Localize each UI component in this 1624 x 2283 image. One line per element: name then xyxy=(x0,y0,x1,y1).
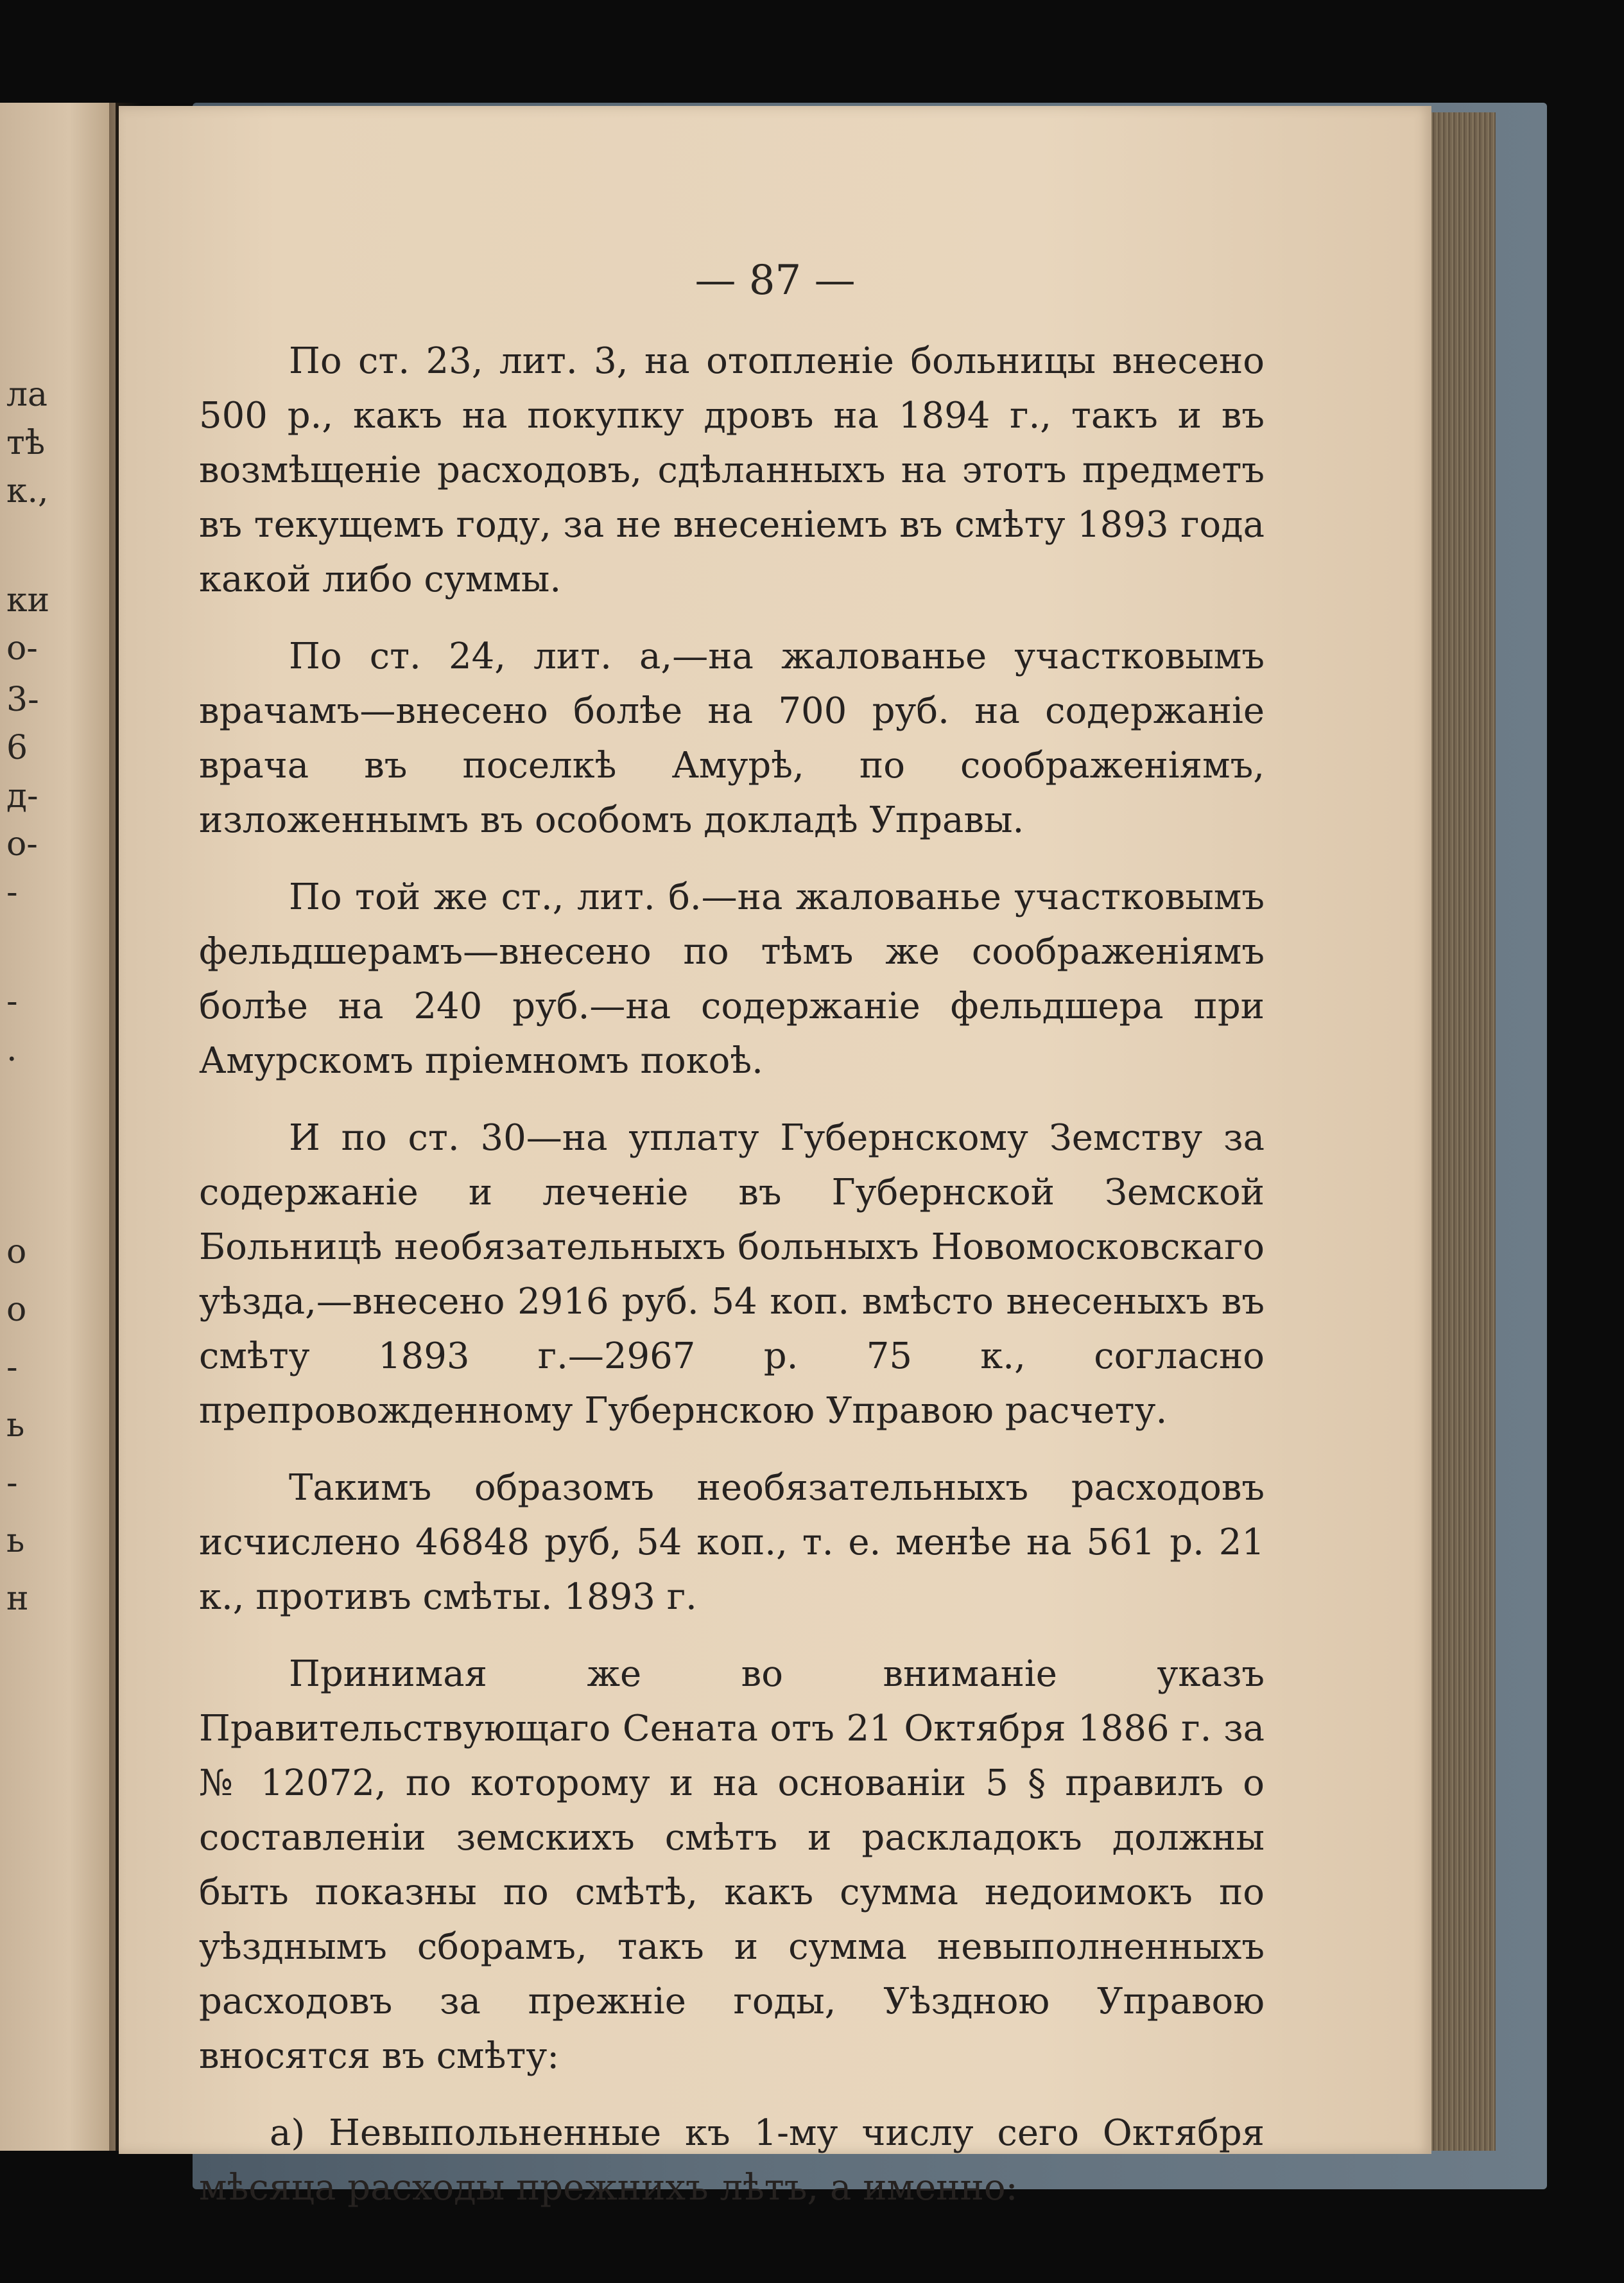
left-page-fragment: ки xyxy=(6,581,50,620)
left-page-fragment: 6 xyxy=(6,729,28,767)
page-number: — 87 — xyxy=(695,257,856,304)
left-page-fragment: ь xyxy=(6,1406,25,1445)
book-page xyxy=(119,106,1431,2209)
left-page-fragment: н xyxy=(6,1579,29,1618)
left-page-fragment: ла xyxy=(6,376,48,414)
left-facing-page xyxy=(0,103,116,2151)
list-item-paragraph: а) Невыпольненные къ 1-му числу сего Октября мѣсяца расходы прежнихъ лѣтъ, а именно: xyxy=(199,2112,1265,2209)
paragraph: По той же ст., лит. б.—на жалованье участковымъ фельдшерамъ—внесено по тѣмъ же соображеніямъ болѣе на 240 руб.—на содержаніе фельдшера при Амурскомъ пріемномъ покоѣ. xyxy=(199,876,1265,1082)
left-page-fragment: к., xyxy=(6,472,49,510)
left-page-fragment: д- xyxy=(6,777,39,815)
page-edges xyxy=(1425,112,1496,2151)
left-page-fragment: о- xyxy=(6,825,38,864)
left-page-fragment: - xyxy=(6,873,18,912)
left-page-fragment: ь xyxy=(6,1522,25,1560)
left-page-fragment: . xyxy=(6,1030,17,1069)
left-page-fragment: о- xyxy=(6,629,38,668)
left-page-fragment: - xyxy=(6,1348,18,1387)
page-body xyxy=(199,334,1265,2237)
paragraph: По ст. 23, лит. 3, на отопленіе больницы внесено 500 р., какъ на покупку дровъ на 1894 г., такъ и въ возмѣщеніе расходовъ, сдѣланныхъ на этотъ предметъ въ текущемъ году, за не внесеніемъ въ смѣту 1893 года какой либо суммы. xyxy=(199,340,1265,600)
left-page-fragment: - xyxy=(6,1464,18,1502)
paragraph: И по ст. 30—на уплату Губернскому Земству за содержаніе и леченіе въ Губернской Земской Больницѣ необязательныхъ больныхъ Новомосковскаго уѣзда,—внесено 2916 руб. 54 коп. вмѣсто внесеныхъ въ смѣту 1893 г.—2967 р. 75 к., согласно препровожденному Губернскою Управою расчету. xyxy=(199,1117,1265,1432)
paragraph: Принимая же во вниманіе указъ Правительствующаго Сената отъ 21 Октября 1886 г. за № 12072, по которому и на основаніи 5 § правилъ о составленіи земскихъ смѣтъ и раскладокъ должны быть показны по смѣтѣ, какъ сумма недоимокъ по уѣзднымъ сборамъ, такъ и сумма невыполненныхъ расходовъ за прежніе годы, Уѣздною Управою вносятся въ смѣту: xyxy=(199,1653,1265,2077)
left-page-fragment: тѣ xyxy=(6,424,46,462)
left-page-fragment: 3- xyxy=(6,681,39,719)
paragraph: По ст. 24, лит. а,—на жалованье участковымъ врачамъ—внесено болѣе на 700 руб. на содержаніе врача въ поселкѣ Амурѣ, по соображеніямъ, изложеннымъ въ особомъ докладѣ Управы. xyxy=(199,636,1265,841)
left-page-fragment: о xyxy=(6,1290,27,1329)
left-page-fragment: о xyxy=(6,1233,27,1271)
paragraph: Такимъ образомъ необязательныхъ расходовъ исчислено 46848 руб, 54 коп., т. е. менѣе на 561 р. 21 к., противъ смѣты. 1893 г. xyxy=(199,1467,1265,1618)
left-page-fragment: - xyxy=(6,982,18,1021)
